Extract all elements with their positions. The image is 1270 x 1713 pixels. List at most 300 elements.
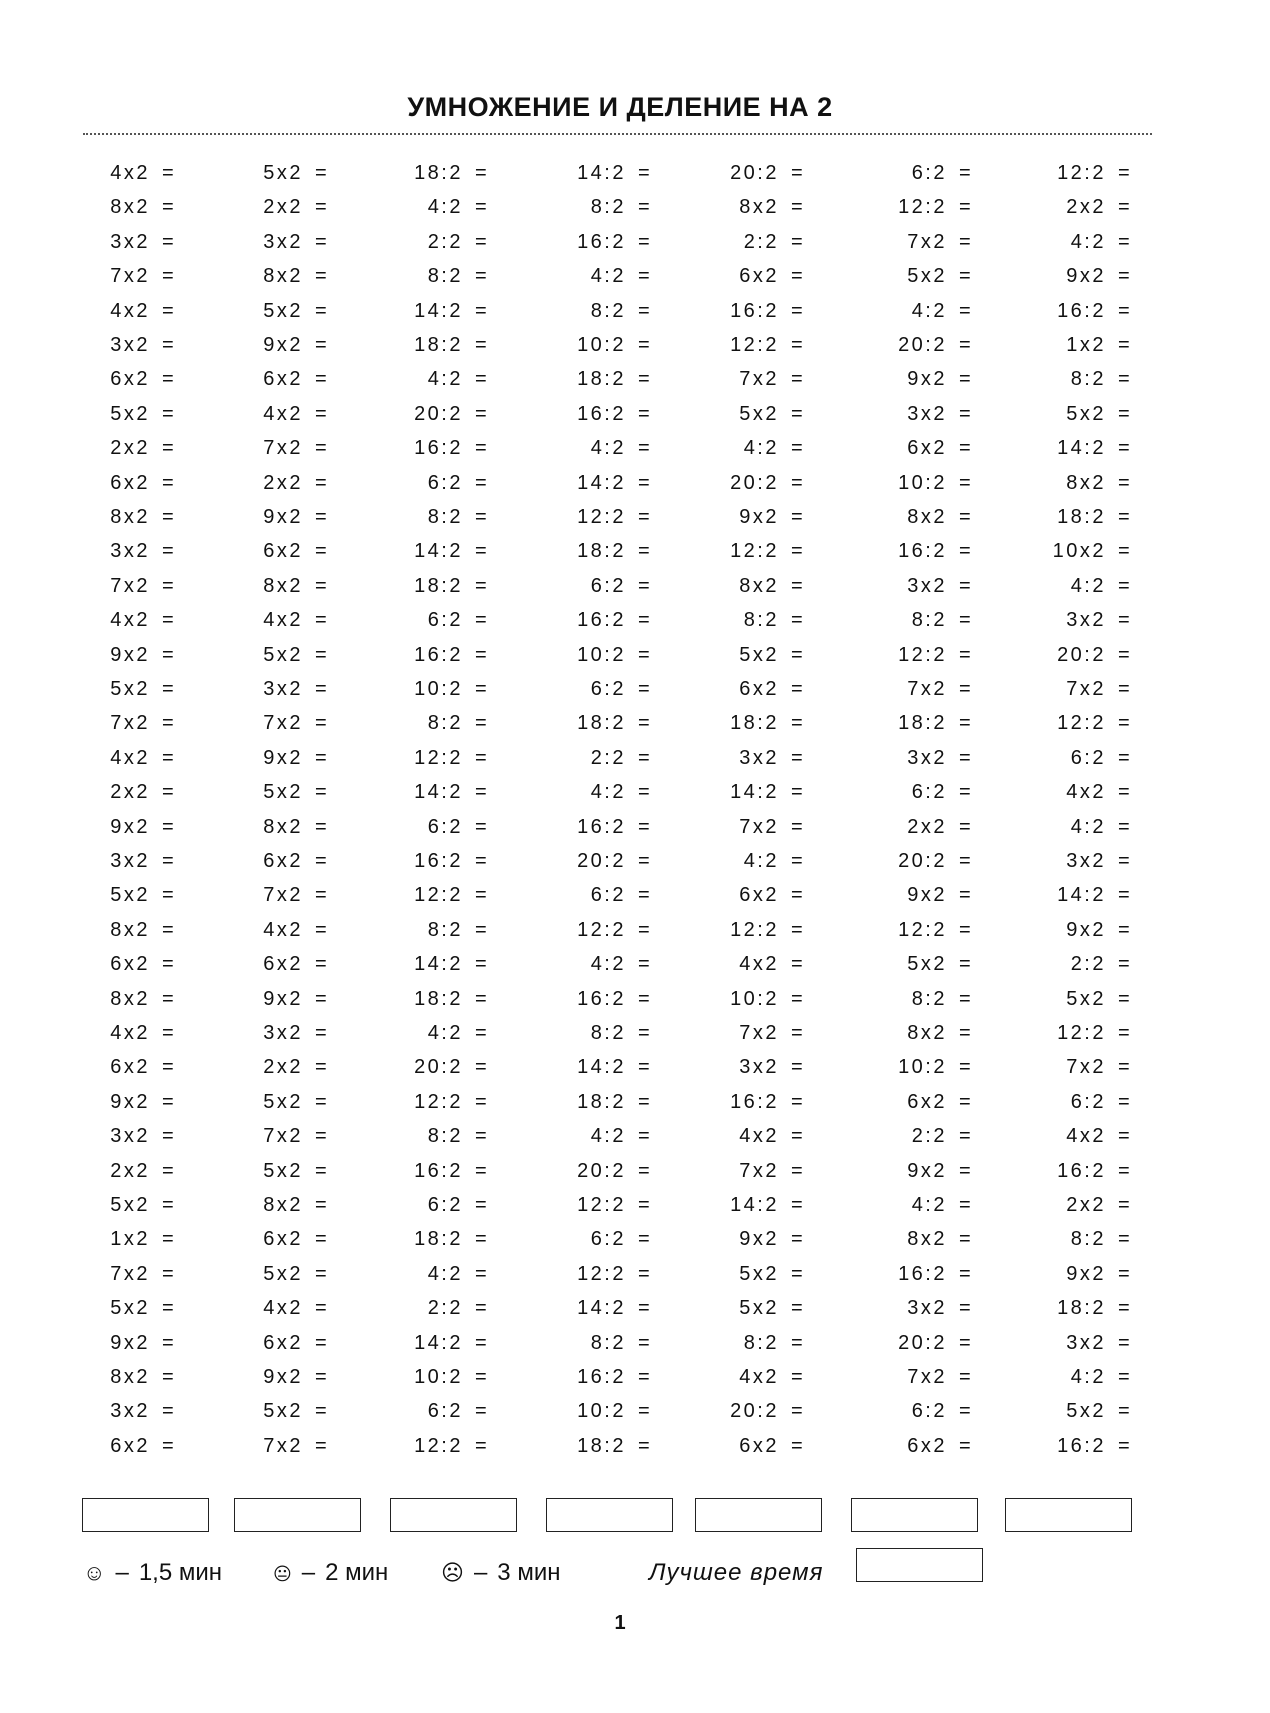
exercise-expression: 5x2 — [263, 300, 303, 322]
equals-sign: = — [315, 368, 330, 390]
exercise-expression: 4:2 — [427, 1263, 463, 1285]
exercise-item — [699, 1293, 805, 1323]
equals-sign: = — [315, 644, 330, 666]
equals-sign: = — [162, 575, 177, 597]
equals-sign: = — [638, 540, 653, 562]
equals-sign: = — [959, 644, 974, 666]
equals-sign: = — [475, 609, 490, 631]
page-title: УМНОЖЕНИЕ И ДЕЛЕНИЕ НА 2 — [407, 92, 833, 122]
exercise-item — [383, 192, 489, 222]
exercise-item — [699, 1259, 805, 1289]
exercise-item — [699, 1018, 805, 1048]
exercise-item — [699, 1328, 805, 1358]
exercise-expression: 4x2 — [263, 609, 303, 631]
equals-sign: = — [959, 712, 974, 734]
exercise-item — [699, 502, 805, 532]
equals-sign: = — [1118, 575, 1133, 597]
exercise-expression: 3x2 — [1066, 850, 1106, 872]
exercise-expression: 4:2 — [743, 437, 779, 459]
exercise-expression: 10:2 — [577, 644, 626, 666]
equals-sign: = — [315, 196, 330, 218]
equals-sign: = — [315, 609, 330, 631]
exercise-expression: 4x2 — [1066, 1125, 1106, 1147]
exercise-item — [1026, 1121, 1132, 1151]
time-box[interactable] — [390, 1498, 517, 1532]
equals-sign: = — [162, 712, 177, 734]
exercise-expression: 7x2 — [907, 678, 947, 700]
equals-sign: = — [475, 919, 490, 941]
exercise-expression: 14:2 — [414, 300, 463, 322]
exercise-item — [699, 743, 805, 773]
exercise-item — [699, 158, 805, 188]
exercise-item — [70, 743, 176, 773]
exercise-item — [70, 364, 176, 394]
equals-sign: = — [475, 1332, 490, 1354]
exercise-expression: 4:2 — [427, 196, 463, 218]
exercise-expression: 5x2 — [263, 1400, 303, 1422]
exercise-item — [867, 227, 973, 257]
exercise-expression: 4:2 — [590, 953, 626, 975]
exercise-expression: 5x2 — [1066, 988, 1106, 1010]
exercise-item — [70, 261, 176, 291]
equals-sign: = — [315, 1125, 330, 1147]
exercise-expression: 3x2 — [263, 1022, 303, 1044]
exercise-expression: 12:2 — [730, 919, 779, 941]
exercise-expression: 2:2 — [427, 231, 463, 253]
exercise-expression: 8x2 — [907, 506, 947, 528]
exercise-expression: 20:2 — [730, 1400, 779, 1422]
exercise-item — [1026, 640, 1132, 670]
legend-time-slow: 3 мин — [497, 1559, 561, 1586]
exercise-item — [1026, 708, 1132, 738]
exercise-expression: 3x2 — [263, 678, 303, 700]
exercise-expression: 16:2 — [1057, 300, 1106, 322]
exercise-expression: 18:2 — [1057, 1297, 1106, 1319]
equals-sign: = — [475, 1194, 490, 1216]
equals-sign: = — [638, 712, 653, 734]
exercise-expression: 5x2 — [263, 162, 303, 184]
exercise-item — [383, 1121, 489, 1151]
equals-sign: = — [638, 644, 653, 666]
exercise-expression: 14:2 — [577, 472, 626, 494]
equals-sign: = — [959, 575, 974, 597]
equals-sign: = — [315, 506, 330, 528]
exercise-expression: 14:2 — [414, 1332, 463, 1354]
exercise-expression: 8x2 — [263, 575, 303, 597]
equals-sign: = — [959, 816, 974, 838]
exercise-item — [383, 227, 489, 257]
exercise-expression: 12:2 — [898, 919, 947, 941]
exercise-item — [546, 468, 652, 498]
equals-sign: = — [791, 265, 806, 287]
equals-sign: = — [1118, 162, 1133, 184]
time-box[interactable] — [234, 1498, 361, 1532]
exercise-item — [223, 1087, 329, 1117]
equals-sign: = — [1118, 1125, 1133, 1147]
equals-sign: = — [1118, 1366, 1133, 1388]
exercise-expression: 3x2 — [110, 540, 150, 562]
equals-sign: = — [315, 1366, 330, 1388]
equals-sign: = — [959, 1400, 974, 1422]
exercise-expression: 9x2 — [110, 816, 150, 838]
time-box[interactable] — [695, 1498, 822, 1532]
exercise-item — [699, 468, 805, 498]
exercise-item — [223, 1328, 329, 1358]
exercise-expression: 7x2 — [1066, 1056, 1106, 1078]
exercise-item — [867, 364, 973, 394]
exercise-expression: 8:2 — [590, 300, 626, 322]
exercise-item — [699, 812, 805, 842]
exercise-expression: 16:2 — [577, 231, 626, 253]
exercise-expression: 5x2 — [263, 1263, 303, 1285]
exercise-item — [546, 1224, 652, 1254]
equals-sign: = — [1118, 472, 1133, 494]
best-time-box[interactable] — [856, 1548, 983, 1582]
equals-sign: = — [475, 816, 490, 838]
exercise-item — [223, 1052, 329, 1082]
exercise-expression: 12:2 — [730, 540, 779, 562]
legend-item-slow — [441, 1555, 560, 1591]
equals-sign: = — [315, 162, 330, 184]
exercise-expression: 7x2 — [907, 231, 947, 253]
equals-sign: = — [475, 265, 490, 287]
equals-sign: = — [638, 1056, 653, 1078]
exercise-item — [383, 1362, 489, 1392]
time-box[interactable] — [82, 1498, 209, 1532]
equals-sign: = — [1118, 850, 1133, 872]
exercise-item — [1026, 502, 1132, 532]
exercise-item — [70, 1362, 176, 1392]
exercise-expression: 18:2 — [414, 575, 463, 597]
exercise-expression: 5x2 — [110, 403, 150, 425]
exercise-expression: 8:2 — [427, 265, 463, 287]
exercise-expression: 20:2 — [414, 403, 463, 425]
exercise-expression: 6:2 — [1070, 1091, 1106, 1113]
equals-sign: = — [638, 816, 653, 838]
exercise-item — [867, 330, 973, 360]
exercise-item — [1026, 1156, 1132, 1186]
exercise-item — [546, 708, 652, 738]
equals-sign: = — [162, 334, 177, 356]
exercise-expression: 18:2 — [730, 712, 779, 734]
exercise-item — [223, 502, 329, 532]
exercise-item — [867, 984, 973, 1014]
exercise-expression: 6x2 — [907, 1435, 947, 1457]
exercise-item — [867, 1052, 973, 1082]
exercise-expression: 9x2 — [1066, 265, 1106, 287]
equals-sign: = — [959, 540, 974, 562]
exercise-item — [699, 1396, 805, 1426]
equals-sign: = — [959, 231, 974, 253]
exercise-expression: 16:2 — [577, 403, 626, 425]
equals-sign: = — [638, 609, 653, 631]
exercise-expression: 16:2 — [414, 1160, 463, 1182]
exercise-item — [70, 330, 176, 360]
equals-sign: = — [315, 575, 330, 597]
exercise-item — [70, 502, 176, 532]
equals-sign: = — [638, 1194, 653, 1216]
exercise-item — [867, 571, 973, 601]
exercise-expression: 3x2 — [110, 850, 150, 872]
exercise-item — [223, 1190, 329, 1220]
exercise-expression: 5x2 — [263, 781, 303, 803]
exercise-expression: 14:2 — [414, 953, 463, 975]
exercise-item — [383, 1190, 489, 1220]
exercise-expression: 7x2 — [263, 712, 303, 734]
exercise-expression: 14:2 — [414, 540, 463, 562]
equals-sign: = — [475, 1056, 490, 1078]
exercise-expression: 2:2 — [911, 1125, 947, 1147]
exercise-expression: 8x2 — [739, 575, 779, 597]
equals-sign: = — [1118, 712, 1133, 734]
exercise-expression: 14:2 — [1057, 884, 1106, 906]
exercise-item — [867, 1121, 973, 1151]
exercise-item — [70, 192, 176, 222]
equals-sign: = — [638, 1125, 653, 1147]
equals-sign: = — [475, 437, 490, 459]
exercise-item — [1026, 605, 1132, 635]
exercise-item — [546, 1087, 652, 1117]
exercise-expression: 18:2 — [1057, 506, 1106, 528]
exercise-item — [699, 1431, 805, 1461]
exercise-item — [383, 571, 489, 601]
exercise-expression: 3x2 — [1066, 609, 1106, 631]
exercise-expression: 4x2 — [1066, 781, 1106, 803]
equals-sign: = — [162, 1125, 177, 1147]
legend-item-fast — [83, 1555, 222, 1591]
exercise-expression: 12:2 — [414, 884, 463, 906]
exercise-item — [699, 192, 805, 222]
equals-sign: = — [791, 1125, 806, 1147]
exercise-expression: 9x2 — [907, 884, 947, 906]
exercise-expression: 4:2 — [427, 368, 463, 390]
exercise-item — [70, 399, 176, 429]
exercise-item — [867, 1156, 973, 1186]
exercise-expression: 5x2 — [263, 1160, 303, 1182]
exercise-item — [383, 158, 489, 188]
equals-sign: = — [475, 1022, 490, 1044]
exercise-item — [1026, 364, 1132, 394]
exercise-item — [1026, 1018, 1132, 1048]
exercise-item — [699, 227, 805, 257]
equals-sign: = — [315, 403, 330, 425]
exercise-item — [70, 984, 176, 1014]
exercise-item — [70, 777, 176, 807]
equals-sign: = — [162, 437, 177, 459]
exercise-expression: 8:2 — [743, 609, 779, 631]
exercise-item — [699, 1121, 805, 1151]
exercise-item — [867, 949, 973, 979]
exercise-item — [867, 296, 973, 326]
exercise-expression: 5x2 — [1066, 1400, 1106, 1422]
equals-sign: = — [475, 403, 490, 425]
exercise-expression: 6x2 — [263, 850, 303, 872]
equals-sign: = — [959, 1091, 974, 1113]
exercise-expression: 8x2 — [263, 816, 303, 838]
equals-sign: = — [1118, 1263, 1133, 1285]
exercise-item — [699, 330, 805, 360]
exercise-expression: 2x2 — [1066, 1194, 1106, 1216]
equals-sign: = — [315, 231, 330, 253]
page-number: 1 — [614, 1612, 626, 1634]
equals-sign: = — [1118, 231, 1133, 253]
exercise-expression: 9x2 — [263, 747, 303, 769]
equals-sign: = — [638, 265, 653, 287]
equals-sign: = — [475, 712, 490, 734]
exercise-item — [867, 1362, 973, 1392]
exercise-item — [546, 261, 652, 291]
exercise-expression: 18:2 — [577, 540, 626, 562]
exercise-expression: 8:2 — [911, 609, 947, 631]
time-box[interactable] — [1005, 1498, 1132, 1532]
equals-sign: = — [791, 300, 806, 322]
exercise-expression: 7x2 — [110, 265, 150, 287]
exercise-item — [383, 330, 489, 360]
equals-sign: = — [315, 1056, 330, 1078]
exercise-item — [383, 674, 489, 704]
equals-sign: = — [475, 1263, 490, 1285]
equals-sign: = — [1118, 1194, 1133, 1216]
exercise-item — [546, 1121, 652, 1151]
equals-sign: = — [162, 506, 177, 528]
equals-sign: = — [791, 816, 806, 838]
equals-sign: = — [959, 300, 974, 322]
equals-sign: = — [791, 437, 806, 459]
equals-sign: = — [475, 1091, 490, 1113]
equals-sign: = — [638, 196, 653, 218]
equals-sign: = — [1118, 609, 1133, 631]
exercise-expression: 7x2 — [110, 575, 150, 597]
equals-sign: = — [1118, 919, 1133, 941]
equals-sign: = — [162, 988, 177, 1010]
exercise-item — [1026, 1293, 1132, 1323]
equals-sign: = — [638, 747, 653, 769]
exercise-item — [546, 640, 652, 670]
exercise-item — [699, 605, 805, 635]
exercise-expression: 2:2 — [743, 231, 779, 253]
exercise-expression: 2x2 — [263, 1056, 303, 1078]
exercise-item — [546, 296, 652, 326]
exercise-item — [223, 1224, 329, 1254]
exercise-item — [70, 812, 176, 842]
exercise-item — [867, 743, 973, 773]
exercise-item — [1026, 984, 1132, 1014]
exercise-item — [867, 1431, 973, 1461]
equals-sign: = — [162, 231, 177, 253]
equals-sign: = — [638, 368, 653, 390]
equals-sign: = — [162, 300, 177, 322]
exercise-item — [546, 949, 652, 979]
equals-sign: = — [162, 884, 177, 906]
equals-sign: = — [791, 540, 806, 562]
exercise-expression: 16:2 — [730, 300, 779, 322]
time-box[interactable] — [546, 1498, 673, 1532]
exercise-expression: 12:2 — [414, 1435, 463, 1457]
exercise-expression: 5x2 — [739, 1263, 779, 1285]
exercise-item — [223, 192, 329, 222]
time-box[interactable] — [851, 1498, 978, 1532]
equals-sign: = — [162, 609, 177, 631]
exercise-expression: 6x2 — [907, 1091, 947, 1113]
exercise-expression: 8:2 — [1070, 368, 1106, 390]
equals-sign: = — [959, 506, 974, 528]
equals-sign: = — [1118, 1400, 1133, 1422]
exercise-expression: 8x2 — [110, 988, 150, 1010]
equals-sign: = — [638, 919, 653, 941]
exercise-item — [867, 777, 973, 807]
exercise-item — [70, 1121, 176, 1151]
equals-sign: = — [475, 472, 490, 494]
equals-sign: = — [162, 1332, 177, 1354]
exercise-expression: 6:2 — [427, 1194, 463, 1216]
exercise-expression: 8:2 — [743, 1332, 779, 1354]
equals-sign: = — [1118, 1091, 1133, 1113]
equals-sign: = — [1118, 644, 1133, 666]
exercise-item — [70, 949, 176, 979]
exercise-expression: 9x2 — [110, 1332, 150, 1354]
equals-sign: = — [791, 1091, 806, 1113]
exercise-expression: 7x2 — [263, 1125, 303, 1147]
exercise-expression: 10:2 — [730, 988, 779, 1010]
exercise-expression: 3x2 — [907, 747, 947, 769]
exercise-item — [223, 571, 329, 601]
exercise-item — [383, 433, 489, 463]
exercise-item — [383, 915, 489, 945]
equals-sign: = — [791, 644, 806, 666]
equals-sign: = — [791, 609, 806, 631]
exercise-item — [383, 1293, 489, 1323]
exercise-expression: 4:2 — [743, 850, 779, 872]
exercise-expression: 4:2 — [590, 1125, 626, 1147]
exercise-expression: 16:2 — [414, 437, 463, 459]
equals-sign: = — [791, 781, 806, 803]
exercise-item — [383, 605, 489, 635]
equals-sign: = — [1118, 678, 1133, 700]
exercise-expression: 6x2 — [907, 437, 947, 459]
exercise-item — [1026, 296, 1132, 326]
exercise-expression: 4:2 — [1070, 1366, 1106, 1388]
exercise-item — [546, 1362, 652, 1392]
exercise-item — [1026, 330, 1132, 360]
exercise-item — [223, 330, 329, 360]
equals-sign: = — [791, 196, 806, 218]
exercise-expression: 2x2 — [110, 781, 150, 803]
exercise-expression: 4:2 — [911, 1194, 947, 1216]
equals-sign: = — [1118, 540, 1133, 562]
equals-sign: = — [791, 919, 806, 941]
equals-sign: = — [475, 850, 490, 872]
exercise-item — [223, 1293, 329, 1323]
exercise-expression: 4:2 — [590, 437, 626, 459]
exercise-expression: 9x2 — [907, 1160, 947, 1182]
exercise-expression: 5x2 — [739, 644, 779, 666]
exercise-item — [1026, 1431, 1132, 1461]
equals-sign: = — [638, 1091, 653, 1113]
exercise-expression: 5x2 — [110, 678, 150, 700]
exercise-item — [867, 1328, 973, 1358]
equals-sign: = — [315, 1435, 330, 1457]
equals-sign: = — [1118, 1160, 1133, 1182]
exercise-expression: 3x2 — [1066, 1332, 1106, 1354]
equals-sign: = — [638, 1366, 653, 1388]
equals-sign: = — [162, 403, 177, 425]
exercise-item — [70, 1087, 176, 1117]
exercise-expression: 10:2 — [898, 1056, 947, 1078]
exercise-item — [867, 846, 973, 876]
exercise-expression: 1x2 — [110, 1228, 150, 1250]
exercise-item — [70, 1431, 176, 1461]
exercise-expression: 8:2 — [590, 1332, 626, 1354]
